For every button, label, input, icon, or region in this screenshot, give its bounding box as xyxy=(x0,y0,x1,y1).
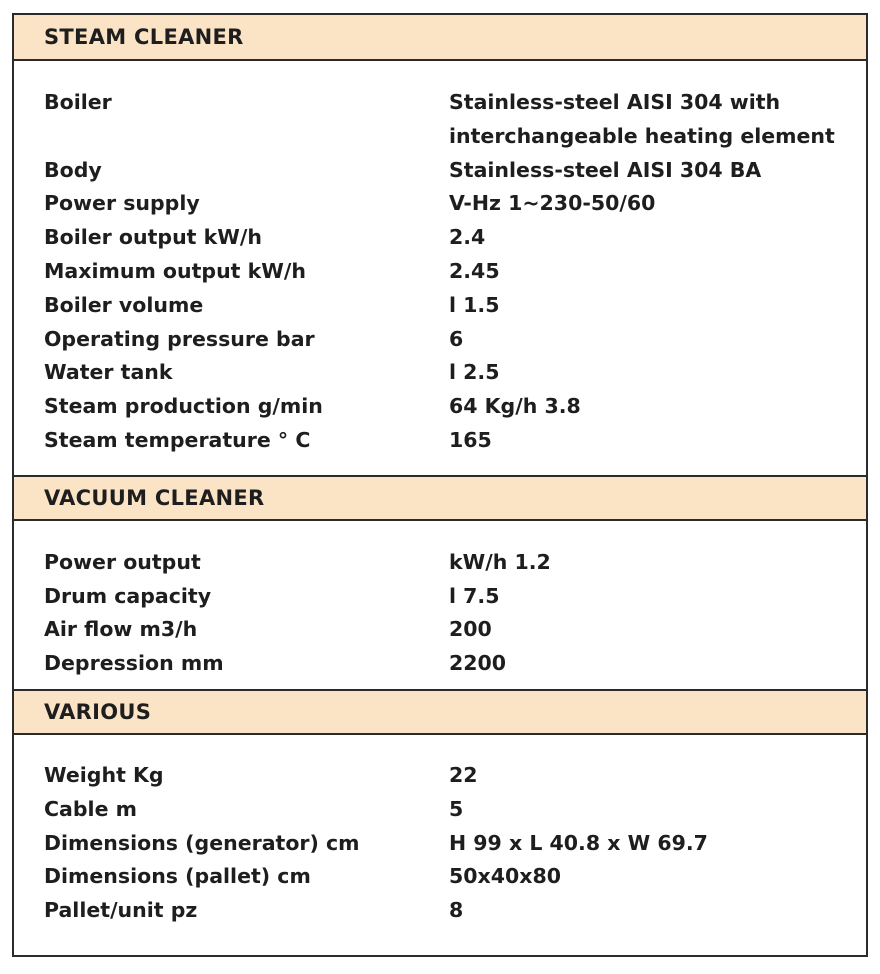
spec-row xyxy=(44,323,860,357)
spec-label: Boiler output kW/h xyxy=(44,225,262,250)
spec-row xyxy=(44,613,860,647)
spec-label: Air flow m3/h xyxy=(44,617,198,642)
spec-row xyxy=(44,894,860,928)
section-body-vacuum-cleaner xyxy=(14,521,866,689)
spec-value: 64 Kg/h 3.8 xyxy=(449,394,581,419)
section-body-various xyxy=(14,735,866,955)
spec-label: Cable m xyxy=(44,796,137,821)
spec-row xyxy=(44,424,860,458)
spec-row xyxy=(44,255,860,289)
spec-value: 6 xyxy=(449,326,464,351)
spec-value: 50x40x80 xyxy=(449,864,562,889)
section-body-steam-cleaner xyxy=(14,61,866,475)
spec-row xyxy=(44,221,860,255)
spec-label: Operating pressure bar xyxy=(44,326,315,351)
spec-value: 2200 xyxy=(449,651,507,676)
spec-label: Dimensions (pallet) cm xyxy=(44,864,311,889)
spec-row xyxy=(44,793,860,827)
spec-row xyxy=(44,647,860,681)
spec-row xyxy=(44,759,860,793)
spec-value: 165 xyxy=(449,427,492,452)
spec-label: Weight Kg xyxy=(44,762,164,787)
spec-value: l 1.5 xyxy=(449,292,500,317)
spec-label: Depression mm xyxy=(44,651,224,676)
spec-label: Boiler xyxy=(44,90,112,114)
spec-value: 8 xyxy=(449,898,464,923)
spec-value-line: interchangeable heating element xyxy=(449,123,835,148)
spec-row xyxy=(44,580,860,614)
spec-table xyxy=(12,13,868,957)
spec-label: Pallet/unit pz xyxy=(44,898,198,923)
spec-value-line: Stainless-steel AISI 304 with xyxy=(449,90,781,114)
spec-row xyxy=(44,356,860,390)
spec-label: Boiler volume xyxy=(44,292,204,317)
spec-value: H 99 x L 40.8 x W 69.7 xyxy=(449,830,708,855)
spec-value: Stainless-steel AISI 304 BA xyxy=(449,157,762,182)
spec-value: 22 xyxy=(449,762,478,787)
section-header-various: VARIOUS xyxy=(14,689,866,735)
section-header-vacuum-cleaner: VACUUM CLEANER xyxy=(14,475,866,521)
spec-row xyxy=(44,860,860,894)
spec-value xyxy=(449,86,860,154)
spec-value: 2.4 xyxy=(449,225,486,250)
spec-value: 2.45 xyxy=(449,258,500,283)
spec-label: Body xyxy=(44,157,102,182)
spec-value: l 2.5 xyxy=(449,360,500,385)
spec-row xyxy=(44,827,860,861)
spec-row xyxy=(44,390,860,424)
spec-value: 5 xyxy=(449,796,464,821)
spec-value: kW/h 1.2 xyxy=(449,549,551,574)
spec-row xyxy=(44,86,860,154)
spec-row xyxy=(44,546,860,580)
spec-label: Maximum output kW/h xyxy=(44,258,306,283)
spec-value: l 7.5 xyxy=(449,583,500,608)
spec-value: 200 xyxy=(449,617,492,642)
spec-row xyxy=(44,289,860,323)
spec-label: Dimensions (generator) cm xyxy=(44,830,360,855)
spec-label: Steam temperature ° C xyxy=(44,427,311,452)
section-header-steam-cleaner: STEAM CLEANER xyxy=(14,15,866,61)
spec-row xyxy=(44,187,860,221)
spec-value: V-Hz 1~230-50/60 xyxy=(449,191,656,216)
spec-label: Water tank xyxy=(44,360,173,385)
spec-label: Power output xyxy=(44,549,201,574)
spec-row xyxy=(44,154,860,188)
spec-label: Power supply xyxy=(44,191,200,216)
spec-label: Drum capacity xyxy=(44,583,212,608)
spec-label: Steam production g/min xyxy=(44,394,323,419)
